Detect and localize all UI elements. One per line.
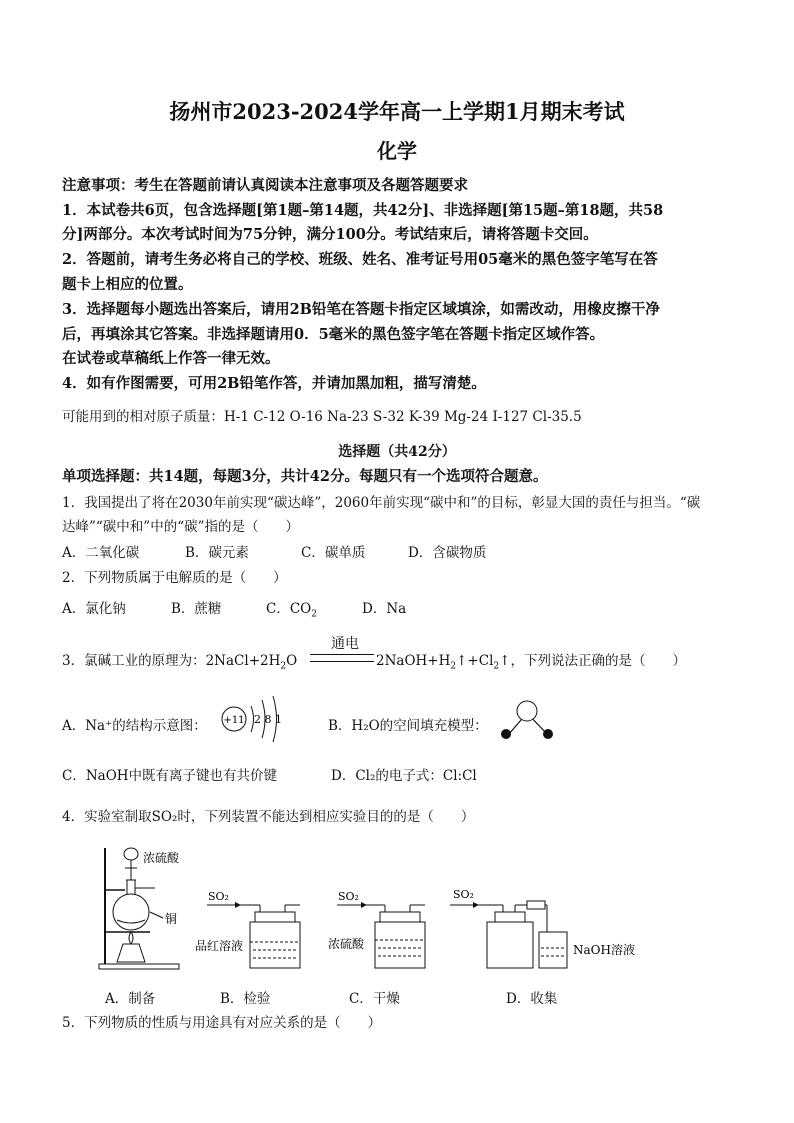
so2-label-d: SO₂ <box>453 888 474 901</box>
notice-line-6: 后，再填涂其它答案。非选择题请用0．5毫米的黑色签字笔在答题卡指定区域作答。 <box>62 326 605 343</box>
atomic-masses: 可能用到的相对原子质量：H-1 C-12 O-16 Na-23 S-32 K-39 Mg-24 I-127 Cl-35.5 <box>62 409 582 425</box>
q3-products: $2NaOH+H_2↑+Cl_2↑$，下列说法正确的是（ ） <box>376 653 686 672</box>
q2-option-d: D．Na <box>362 601 407 617</box>
q4-stem: 4．实验室制取SO₂时，下列装置不能达到相应实验目的的是（ ） <box>62 809 475 825</box>
q1-option-b: B．碳元素 <box>185 545 249 561</box>
q4-caption-b: B．检验 <box>220 991 271 1007</box>
q1-stem-line1: 1．我国提出了将在2030年前实现“碳达峰”，2060年前实现“碳中和”的目标，彰显大国的责任与担当。“碳 <box>62 495 701 511</box>
notice-line-1: 1．本试卷共6页，包含选择题[第1题–第14题，共42分]、非选择题[第15题–第18题，共58 <box>62 202 664 219</box>
q3-option-a: A．Na⁺的结构示意图： <box>62 718 207 734</box>
label-conc-sulfuric: 浓硫酸 <box>328 937 365 951</box>
shell-electrons: 2 8 1 <box>254 713 282 726</box>
apparatus-figure <box>95 840 655 975</box>
notice-line-3: 2．答题前，请考生务必将自己的学校、班级、姓名、准考证号用05毫米的黑色签字笔写在答 <box>62 251 658 268</box>
label-naoh-solution: NaOH溶液 <box>573 943 635 957</box>
q1-option-a: A．二氧化碳 <box>62 545 140 561</box>
page-title: 扬州市2023-2024学年高一上学期1月期末考试 <box>169 99 625 124</box>
so2-label-c: SO₂ <box>338 890 359 903</box>
q2-option-b: B．蔗糖 <box>171 601 222 617</box>
q3-stem: 3．氯碱工业的原理为：$2NaCl+2H_2O$ <box>62 653 298 672</box>
label-copper: 铜 <box>165 912 178 926</box>
section-intro: 单项选择题：共14题，每题3分，共计42分。每题只有一个选项符合题意。 <box>62 468 548 485</box>
na-ion-structure-diagram <box>218 692 288 748</box>
q3-condition: 通电 <box>331 636 359 652</box>
notice-line-8: 4．如有作图需要，可用2B铅笔作答，并请加黑加粗，描写清楚。 <box>62 375 486 392</box>
q2-option-c: C．$CO_2$ <box>266 601 317 620</box>
q4-caption-c: C．干燥 <box>349 991 400 1007</box>
q3-option-d: D．Cl₂的电子式：Cl:Cl <box>331 768 477 784</box>
q2-stem: 2．下列物质属于电解质的是（ ） <box>62 570 287 586</box>
apparatus-b-test-bottle <box>195 890 300 968</box>
apparatus-a-generator <box>99 848 180 969</box>
apparatus-d-collection <box>450 888 635 968</box>
section-title: 选择题（共42分） <box>338 444 456 460</box>
q4-caption-a: A．制备 <box>105 991 156 1007</box>
q5-stem: 5．下列物质的性质与用途具有对应关系的是（ ） <box>62 1015 382 1031</box>
q1-stem-line2: 达峰”“碳中和”中的“碳”指的是（ ） <box>62 519 300 535</box>
water-space-filling-model <box>492 697 558 743</box>
notice-line-5: 3．选择题每小题选出答案后，请用2B铅笔在答题卡指定区域填涂，如需改动，用橡皮擦干净 <box>62 301 660 318</box>
q3-option-b: B．H₂O的空间填充模型： <box>328 718 488 734</box>
q4-caption-d: D．收集 <box>506 991 558 1007</box>
q1-option-d: D．含碳物质 <box>408 545 487 561</box>
notice-line-2: 分]两部分。本次考试时间为75分钟，满分100分。考试结束后，请将答题卡交回。 <box>62 226 598 243</box>
nucleus-charge: +11 <box>223 715 245 726</box>
subject-title: 化学 <box>377 139 417 163</box>
notice-line-7: 在试卷或草稿纸上作答一律无效。 <box>62 350 280 367</box>
notice-heading: 注意事项：考生在答题前请认真阅读本注意事项及各题答题要求 <box>62 177 468 194</box>
q2-option-a: A．氯化钠 <box>62 601 126 617</box>
label-magenta-solution: 品红溶液 <box>195 939 244 953</box>
apparatus-c-drying-bottle <box>328 890 425 968</box>
q3-equals-sign <box>310 654 374 662</box>
notice-line-4: 题卡上相应的位置。 <box>62 276 193 293</box>
q1-option-c: C．碳单质 <box>301 545 366 561</box>
q3-option-c: C．NaOH中既有离子键也有共价键 <box>62 768 278 784</box>
so2-label-b: SO₂ <box>208 890 229 903</box>
label-concentrated-acid: 浓硫酸 <box>143 851 180 865</box>
